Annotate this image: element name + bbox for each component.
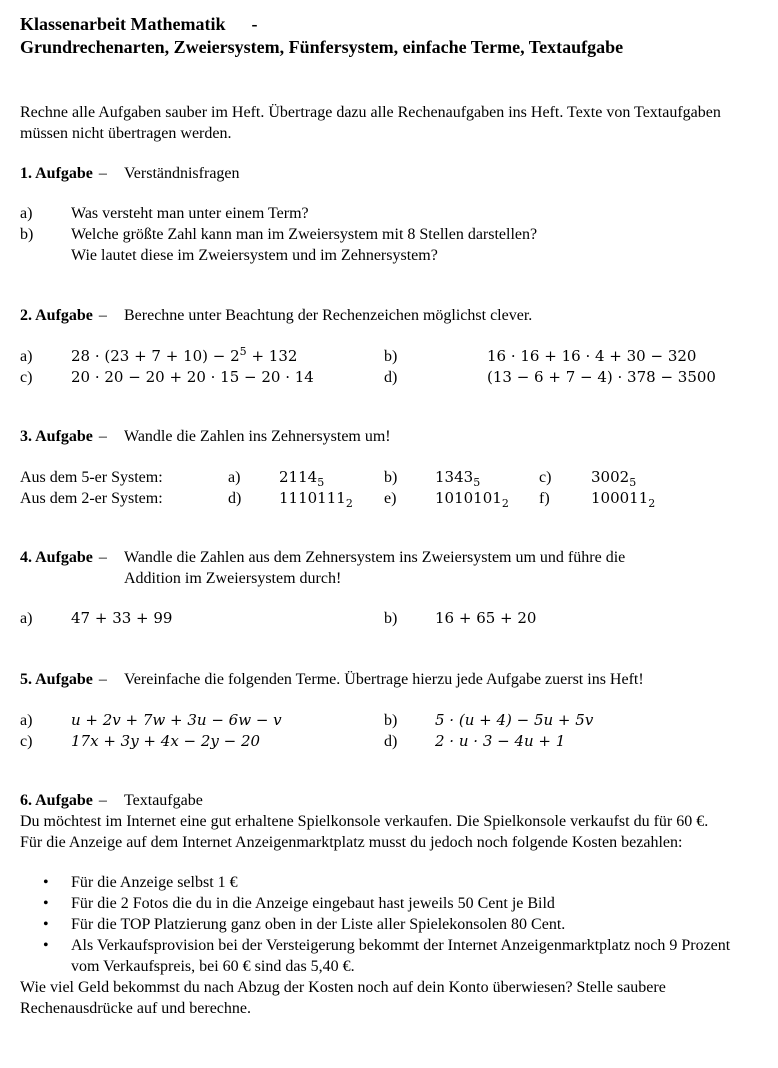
task-1-a: a) Was versteht man unter einem Term? bbox=[20, 205, 309, 222]
task-1-heading: 1. Aufgabe – Verständnisfragen bbox=[20, 165, 240, 182]
list-item: • Für die 2 Fotos die du in die Anzeige eingebaut hast jeweils 50 Cent je Bild bbox=[43, 895, 555, 912]
task-3-e-number: $1010101_2$ bbox=[435, 489, 509, 510]
task-1-title: Verständnisfragen bbox=[124, 165, 240, 182]
task-3-d-number: $1110111_2$ bbox=[279, 489, 353, 510]
task-2-c-expression: 20 · 20 − 20 + 20 · 15 − 20 · 14 bbox=[71, 368, 314, 386]
task-6-cost-list bbox=[20, 872, 760, 977]
task-3-row-base2: Aus dem 2-er System: d) $1110111_2$ e) $1010101_2$ f) $100011_2$ bbox=[20, 489, 656, 510]
task-6 bbox=[20, 790, 760, 1019]
task-3 bbox=[20, 426, 760, 509]
task-5-c-expression: 17x + 3y + 4x − 2y − 20 bbox=[71, 732, 261, 750]
task-3-a-number: $2114_5$ bbox=[279, 468, 325, 489]
task-2-title: Berechne unter Beachtung der Rechenzeichen möglichst clever. bbox=[124, 307, 533, 324]
task-2-d-expression: (13 − 6 + 7 − 4) · 378 − 3500 bbox=[487, 368, 716, 386]
task-5-d-expression: 2 · u · 3 − 4u + 1 bbox=[435, 732, 566, 750]
task-5-row-1: a) u + 2v + 7w + 3u − 6w − v b) 5 · (u + 4) − 5u + 5v bbox=[20, 711, 594, 729]
task-2-row-2: c) 20 · 20 − 20 + 20 · 15 − 20 · 14 d) (13 − 6 + 7 − 4) · 378 − 3500 bbox=[20, 368, 716, 386]
task-5-row-2: c) 17x + 3y + 4x − 2y − 20 d) 2 · u · 3 − 4u + 1 bbox=[20, 732, 566, 750]
task-5-title: Vereinfache die folgenden Terme. Übertrage hierzu jede Aufgabe zuerst ins Heft! bbox=[124, 671, 644, 688]
task-4-a-expression: 47 + 33 + 99 bbox=[71, 609, 173, 627]
list-item: • Für die TOP Platzierung ganz oben in der Liste aller Spielekonsolen 80 Cent. bbox=[43, 916, 566, 933]
list-item: • Für die Anzeige selbst 1 € bbox=[43, 874, 238, 891]
task-6-heading: 6. Aufgabe – Textaufgabe bbox=[20, 792, 203, 809]
task-4-title-cont: Addition im Zweiersystem durch! bbox=[124, 570, 342, 587]
task-4-title: Wandle die Zahlen aus dem Zehnersystem ins Zweiersystem um und führe die bbox=[124, 549, 626, 566]
task-6-title: Textaufgabe bbox=[124, 792, 203, 809]
title-dash: - bbox=[251, 14, 258, 34]
task-6-text: Du möchtest im Internet eine gut erhaltene Spielkonsole verkaufen. Die Spielkonsole verkaufst du für 60 €. Für die Anzeige auf dem Internet Anzeigenmarktplatz musst du jedoch noch folgende Kosten bezahlen: bbox=[20, 813, 709, 851]
task-3-title: Wandle die Zahlen ins Zehnersystem um! bbox=[124, 428, 391, 445]
task-3-f-number: $100011_2$ bbox=[591, 489, 656, 510]
task-3-c-number: $3002_5$ bbox=[591, 468, 637, 489]
task-4 bbox=[20, 547, 760, 629]
task-1-b: b) Welche größte Zahl kann man im Zweiersystem mit 8 Stellen darstellen? bbox=[20, 226, 538, 243]
intro-text: Rechne alle Aufgaben sauber im Heft. Übertrage dazu alle Rechenaufgaben ins Heft. Texte von Textaufgaben müssen nicht übertragen werden. bbox=[20, 104, 721, 142]
task-3-row-base5: Aus dem 5-er System: a) $2114_5$ b) $1343_5$ c) $3002_5$ bbox=[20, 468, 637, 489]
task-3-heading: 3. Aufgabe – Wandle die Zahlen ins Zehnersystem um! bbox=[20, 428, 391, 445]
task-2-b-expression: 16 · 16 + 16 · 4 + 30 − 320 bbox=[487, 347, 697, 365]
task-5-heading: 5. Aufgabe – Vereinfache die folgenden Terme. Übertrage hierzu jede Aufgabe zuerst ins Heft! bbox=[20, 671, 644, 688]
list-item: • Als Verkaufsprovision bei der Versteigerung bekommt der Internet Anzeigenmarktplatz noch 9 Prozent vom Verkaufspreis, bei 60 € sind das 5,40 €. bbox=[43, 937, 731, 975]
task-5 bbox=[20, 669, 760, 752]
title-line-2: Grundrechenarten, Zweiersystem, Fünfersystem, einfache Terme, Textaufgabe bbox=[20, 37, 624, 57]
task-2-a-expression: $28 \cdot (23 + 7 + 10) - 2^5 + 132$ bbox=[71, 345, 298, 365]
task-5-b-expression: 5 · (u + 4) − 5u + 5v bbox=[435, 711, 594, 729]
task-1-b-cont: Wie lautet diese im Zweiersystem und im Zehnersystem? bbox=[71, 247, 438, 264]
task-4-b-expression: 16 + 65 + 20 bbox=[435, 609, 537, 627]
task-5-a-expression: u + 2v + 7w + 3u − 6w − v bbox=[71, 711, 282, 729]
task-1 bbox=[20, 163, 760, 266]
task-4-row-1: a) 47 + 33 + 99 b) 16 + 65 + 20 bbox=[20, 609, 537, 627]
task-4-heading: 4. Aufgabe – Wandle die Zahlen aus dem Zehnersystem ins Zweiersystem um und führe die bbox=[20, 549, 626, 566]
task-2-row-1: a) $28 \cdot (23 + 7 + 10) - 2^5 + 132$ b) 16 · 16 + 16 · 4 + 30 − 320 bbox=[20, 345, 697, 365]
task-3-b-number: $1343_5$ bbox=[435, 468, 481, 489]
task-2-heading: 2. Aufgabe – Berechne unter Beachtung der Rechenzeichen möglichst clever. bbox=[20, 307, 533, 324]
title-line-1: Klassenarbeit Mathematik - bbox=[20, 14, 258, 34]
task-6-question: Wie viel Geld bekommst du nach Abzug der Kosten noch auf dein Konto überwiesen? Stelle saubere Rechenausdrücke auf und berechne. bbox=[20, 979, 666, 1017]
task-2 bbox=[20, 305, 760, 388]
